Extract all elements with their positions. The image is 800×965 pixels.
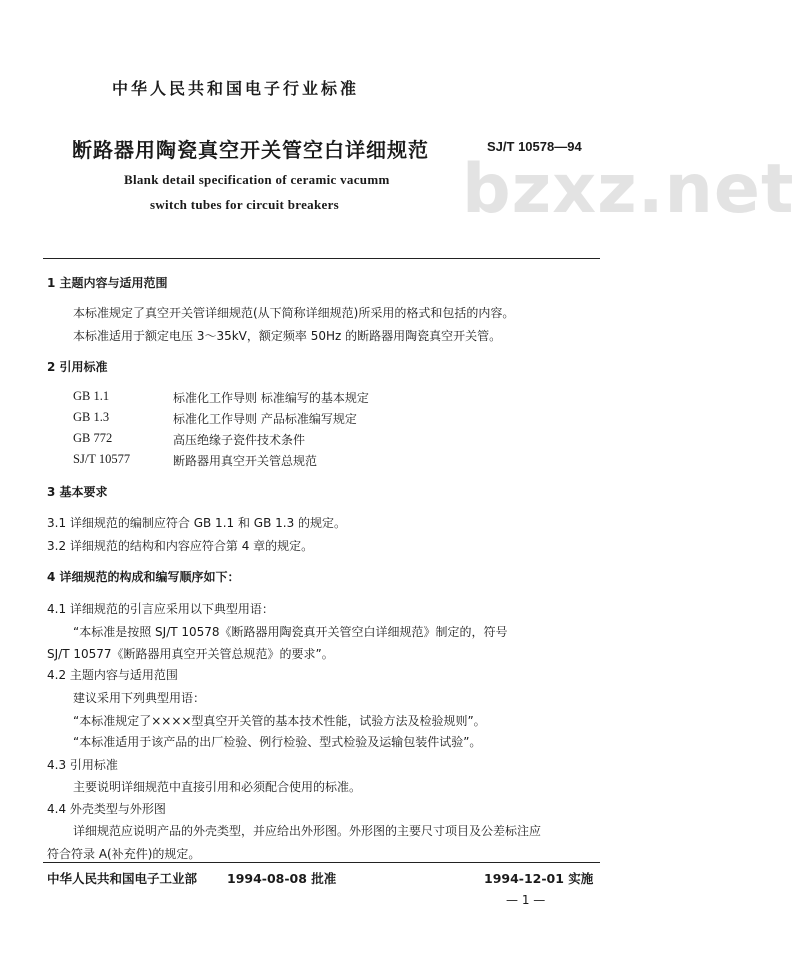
ref-code: GB 772 (73, 431, 113, 445)
clause-4-3-text: 主要说明详细规范中直接引用和必须配合使用的标准。 (73, 780, 362, 794)
section-4-heading: 4 详细规范的构成和编写顺序如下： (47, 570, 240, 584)
page-number: — 1 — (506, 893, 546, 907)
section-1-paragraph-2: 本标准适用于额定电压 3～35kV，额定频率 50Hz 的断路器用陶瓷真空开关管。 (73, 329, 502, 343)
clause-4-2-heading: 4.2 主题内容与适用范围 (47, 668, 178, 682)
section-1-paragraph-1: 本标准规定了真空开关管详细规范(从下简称详细规范)所采用的格式和包括的内容。 (73, 306, 515, 320)
clause-4-4-text-2: 符合符录 A(补充件)的规定。 (47, 847, 201, 861)
implementation-date: 1994-12-01 实施 (484, 871, 594, 886)
ref-title: 标准化工作导则 标准编写的基本规定 (173, 391, 369, 405)
clause-4-4-text-1: 详细规范应说明产品的外壳类型，并应给出外形图。外形图的主要尺寸项目及公差标注应 (73, 824, 542, 838)
clause-4-2-text-1: 建议采用下列典型用语： (73, 691, 206, 705)
standard-number: SJ/T 10578—94 (487, 139, 582, 154)
ref-title: 断路器用真空开关管总规范 (173, 454, 318, 468)
clause-4-1-heading: 4.1 详细规范的引言应采用以下典型用语： (47, 602, 274, 616)
clause-4-3-heading: 4.3 引用标准 (47, 758, 118, 772)
document-title-en-line2: switch tubes for circuit breakers (150, 197, 339, 212)
ref-title: 高压绝缘子瓷件技术条件 (173, 433, 306, 447)
clause-4-1-text-1: “本标准是按照 SJ/T 10578《断路器用陶瓷真开关管空白详细规范》制定的，符号 (73, 625, 508, 639)
watermark: bzxz.net (462, 150, 795, 229)
section-2-heading: 2 引用标准 (47, 360, 108, 374)
clause-4-4-heading: 4.4 外壳类型与外形图 (47, 802, 166, 816)
ref-code: GB 1.1 (73, 389, 110, 403)
section-1-heading: 1 主题内容与适用范围 (47, 276, 168, 290)
clause-3-1: 3.1 详细规范的编制应符合 GB 1.1 和 GB 1.3 的规定。 (47, 516, 347, 530)
clause-3-2: 3.2 详细规范的结构和内容应符合第 4 章的规定。 (47, 539, 314, 553)
document-title-en-line1: Blank detail specification of ceramic vacumm (124, 172, 390, 187)
clause-4-2-text-3: “本标准适用于该产品的出厂检验、例行检验、型式检验及运输包装件试验”。 (73, 735, 482, 749)
section-3-heading: 3 基本要求 (47, 485, 108, 499)
issuing-ministry: 中华人民共和国电子工业部 (47, 871, 198, 886)
ref-title: 标准化工作导则 产品标准编写规定 (173, 412, 357, 426)
ref-code: GB 1.3 (73, 410, 110, 424)
clause-4-2-text-2: “本标准规定了××××型真空开关管的基本技术性能，试验方法及检验规则”。 (73, 714, 486, 728)
document-title-cn: 断路器用陶瓷真空开关管空白详细规范 (72, 138, 429, 162)
header-divider (43, 258, 600, 259)
ref-code: SJ/T 10577 (73, 452, 131, 466)
standard-category-heading: 中华人民共和国电子行业标准 (112, 79, 360, 98)
approval-date: 1994-08-08 批准 (227, 871, 337, 886)
footer-divider (43, 862, 600, 863)
clause-4-1-text-2: SJ/T 10577《断路器用真空开关管总规范》的要求”。 (47, 647, 334, 661)
